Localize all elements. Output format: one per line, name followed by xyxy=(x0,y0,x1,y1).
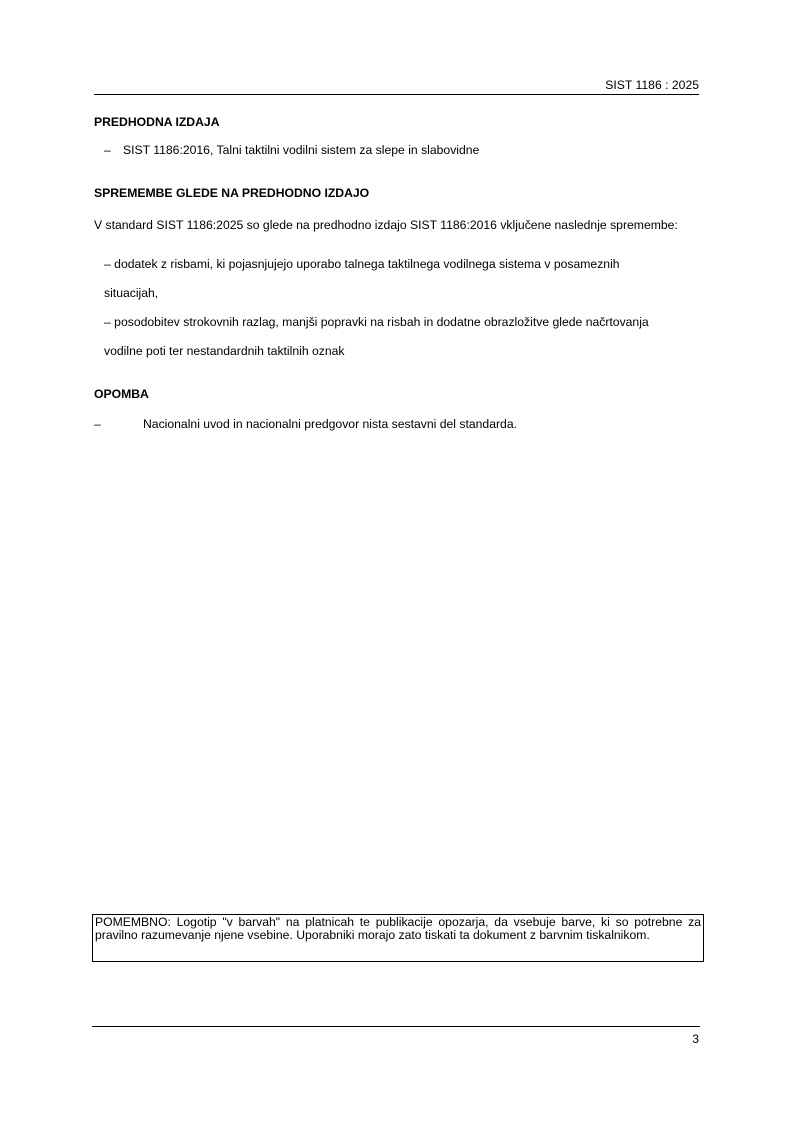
change-item-1-line-2: situacijah, xyxy=(104,286,159,300)
footer-divider xyxy=(92,1026,700,1027)
change-item-2-line-2: vodilne poti ter nestandardnih taktilnih oznak xyxy=(104,344,345,358)
previous-edition-dash: – xyxy=(104,143,111,157)
note-item: Nacionalni uvod in nacionalni predgovor nista sestavni del standarda. xyxy=(143,417,517,431)
note-dash: – xyxy=(94,417,101,431)
note-heading: OPOMBA xyxy=(94,387,149,401)
header-divider xyxy=(94,94,699,95)
previous-edition-heading: PREDHODNA IZDAJA xyxy=(94,115,220,129)
important-notice-box: POMEMBNO: Logotip "v barvah" na platnicah te publikacije opozarja, da vsebuje barve, ki so potrebne za pravilno razumevanje njene vsebine. Uporabniki morajo zato tiskati ta dokument z barvnim tiskalnikom. xyxy=(92,914,704,962)
changes-heading: SPREMEMBE GLEDE NA PREDHODNO IZDAJO xyxy=(94,186,370,200)
previous-edition-item: SIST 1186:2016, Talni taktilni vodilni sistem za slepe in slabovidne xyxy=(123,143,480,157)
page-number: 3 xyxy=(692,1032,699,1046)
change-item-1-line-1: – dodatek z risbami, ki pojasnjujejo uporabo talnega taktilnega vodilnega sistema v posameznih xyxy=(104,257,620,271)
document-reference: SIST 1186 : 2025 xyxy=(605,78,699,92)
changes-intro: V standard SIST 1186:2025 so glede na predhodno izdajo SIST 1186:2016 vključene naslednje spremembe: xyxy=(94,218,678,232)
change-item-2-line-1: – posodobitev strokovnih razlag, manjši popravki na risbah in dodatne obrazložitve glede načrtovanja xyxy=(104,315,649,329)
